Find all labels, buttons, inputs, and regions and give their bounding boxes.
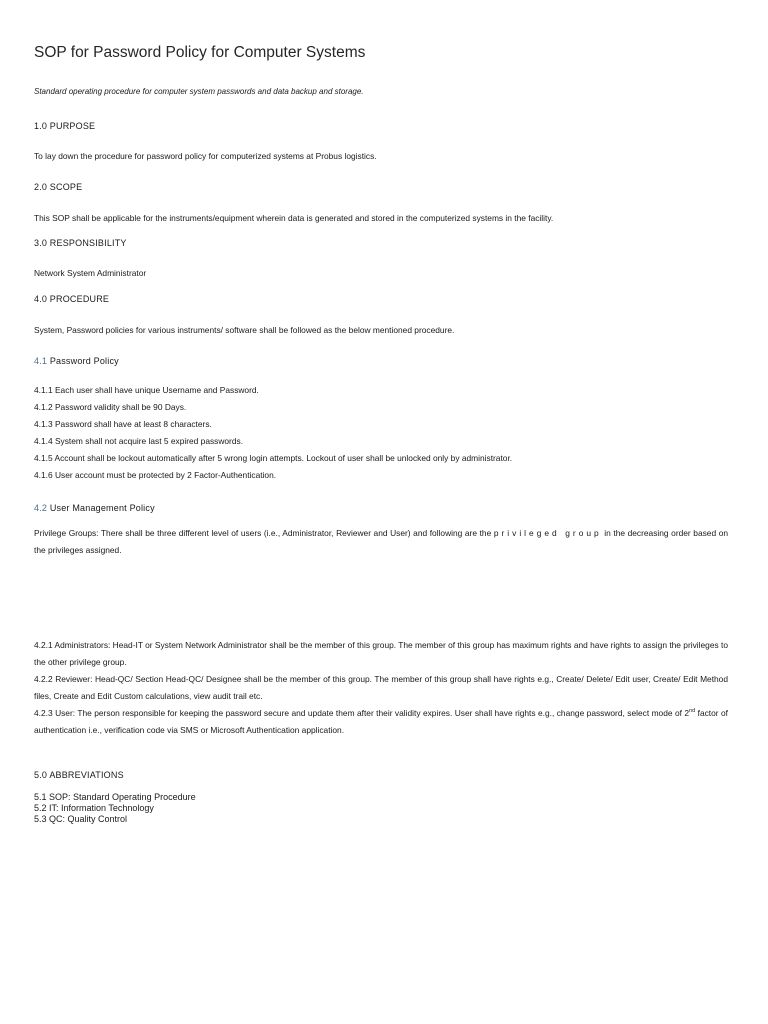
list-item: 4.1.3 Password shall have at least 8 characters. [34, 419, 212, 429]
user-management-heading [34, 503, 728, 513]
section-number: 4.1 [34, 356, 48, 366]
abbreviations-heading: 5.0 ABBREVIATIONS [34, 770, 124, 780]
list-item: 5.1 SOP: Standard Operating Procedure [34, 792, 196, 802]
privilege-groups-text [34, 525, 728, 559]
privilege-text-b: in the decreasing order based on the privileges assigned. [34, 528, 729, 555]
list-item: 4.1.2 Password validity shall be 90 Days. [34, 402, 187, 412]
list-item: 4.1.4 System shall not acquire last 5 expired passwords. [34, 436, 244, 446]
user-roles-list [34, 637, 728, 739]
abbreviations-list [34, 792, 728, 825]
responsibility-heading: 3.0 RESPONSIBILITY [34, 238, 127, 248]
privilege-spaced-text: privileged group [493, 528, 602, 538]
ordinal-suffix: nd [689, 708, 696, 715]
responsibility-text: Network System Administrator [34, 268, 147, 278]
user-management-title: User Management Policy [49, 503, 155, 513]
procedure-heading: 4.0 PROCEDURE [34, 294, 110, 304]
list-item: 5.3 QC: Quality Control [34, 814, 128, 824]
procedure-intro: System, Password policies for various instruments/ software shall be followed as the below mentioned procedure. [34, 325, 455, 335]
scope-heading: 2.0 SCOPE [34, 182, 83, 192]
user-item-text-b: factor of authentication i.e., verification code via SMS or Microsoft Authentication application. [34, 708, 728, 735]
purpose-heading: 1.0 PURPOSE [34, 121, 96, 131]
purpose-text: To lay down the procedure for password policy for computerized systems at Probus logistics. [34, 151, 377, 161]
password-policy-title: Password Policy [49, 356, 119, 366]
section-number: 4.2 [34, 503, 48, 513]
list-item: 4.1.5 Account shall be lockout automatically after 5 wrong login attempts. Lockout of user shall be unlocked only by administrator. [34, 453, 513, 463]
password-policy-heading [34, 356, 728, 366]
list-item: 4.1.1 Each user shall have unique Username and Password. [34, 385, 259, 395]
scope-text: This SOP shall be applicable for the instruments/equipment wherein data is generated and stored in the computerized systems in the facility. [34, 213, 554, 223]
administrators-item: 4.2.1 Administrators: Head-IT or System Network Administrator shall be the member of this group. The member of this group has maximum rights and have rights to assign the privileges to the other privilege group. [34, 640, 728, 667]
user-item [34, 705, 728, 739]
reviewer-item: 4.2.2 Reviewer: Head-QC/ Section Head-QC/ Designee shall be the member of this group. The member of this group shall have rights e.g., Create/ Delete/ Edit user, Create/ Edit Method files, Create and Edit Custom calculations, view audit trail etc. [34, 674, 728, 701]
privilege-text-a: Privilege Groups: There shall be three different level of users (i.e., Administrator, Reviewer and User) and following are the [34, 528, 492, 538]
document-subtitle: Standard operating procedure for computer system passwords and data backup and storage. [34, 87, 364, 96]
list-item: 4.1.6 User account must be protected by 2 Factor-Authentication. [34, 470, 277, 480]
document-title: SOP for Password Policy for Computer Systems [34, 44, 366, 61]
password-policy-list [34, 382, 728, 484]
list-item: 5.2 IT: Information Technology [34, 803, 154, 813]
user-item-text-a: 4.2.3 User: The person responsible for keeping the password secure and update them after their validity expires. User shall have rights e.g., change password, select mode of 2 [34, 708, 690, 718]
